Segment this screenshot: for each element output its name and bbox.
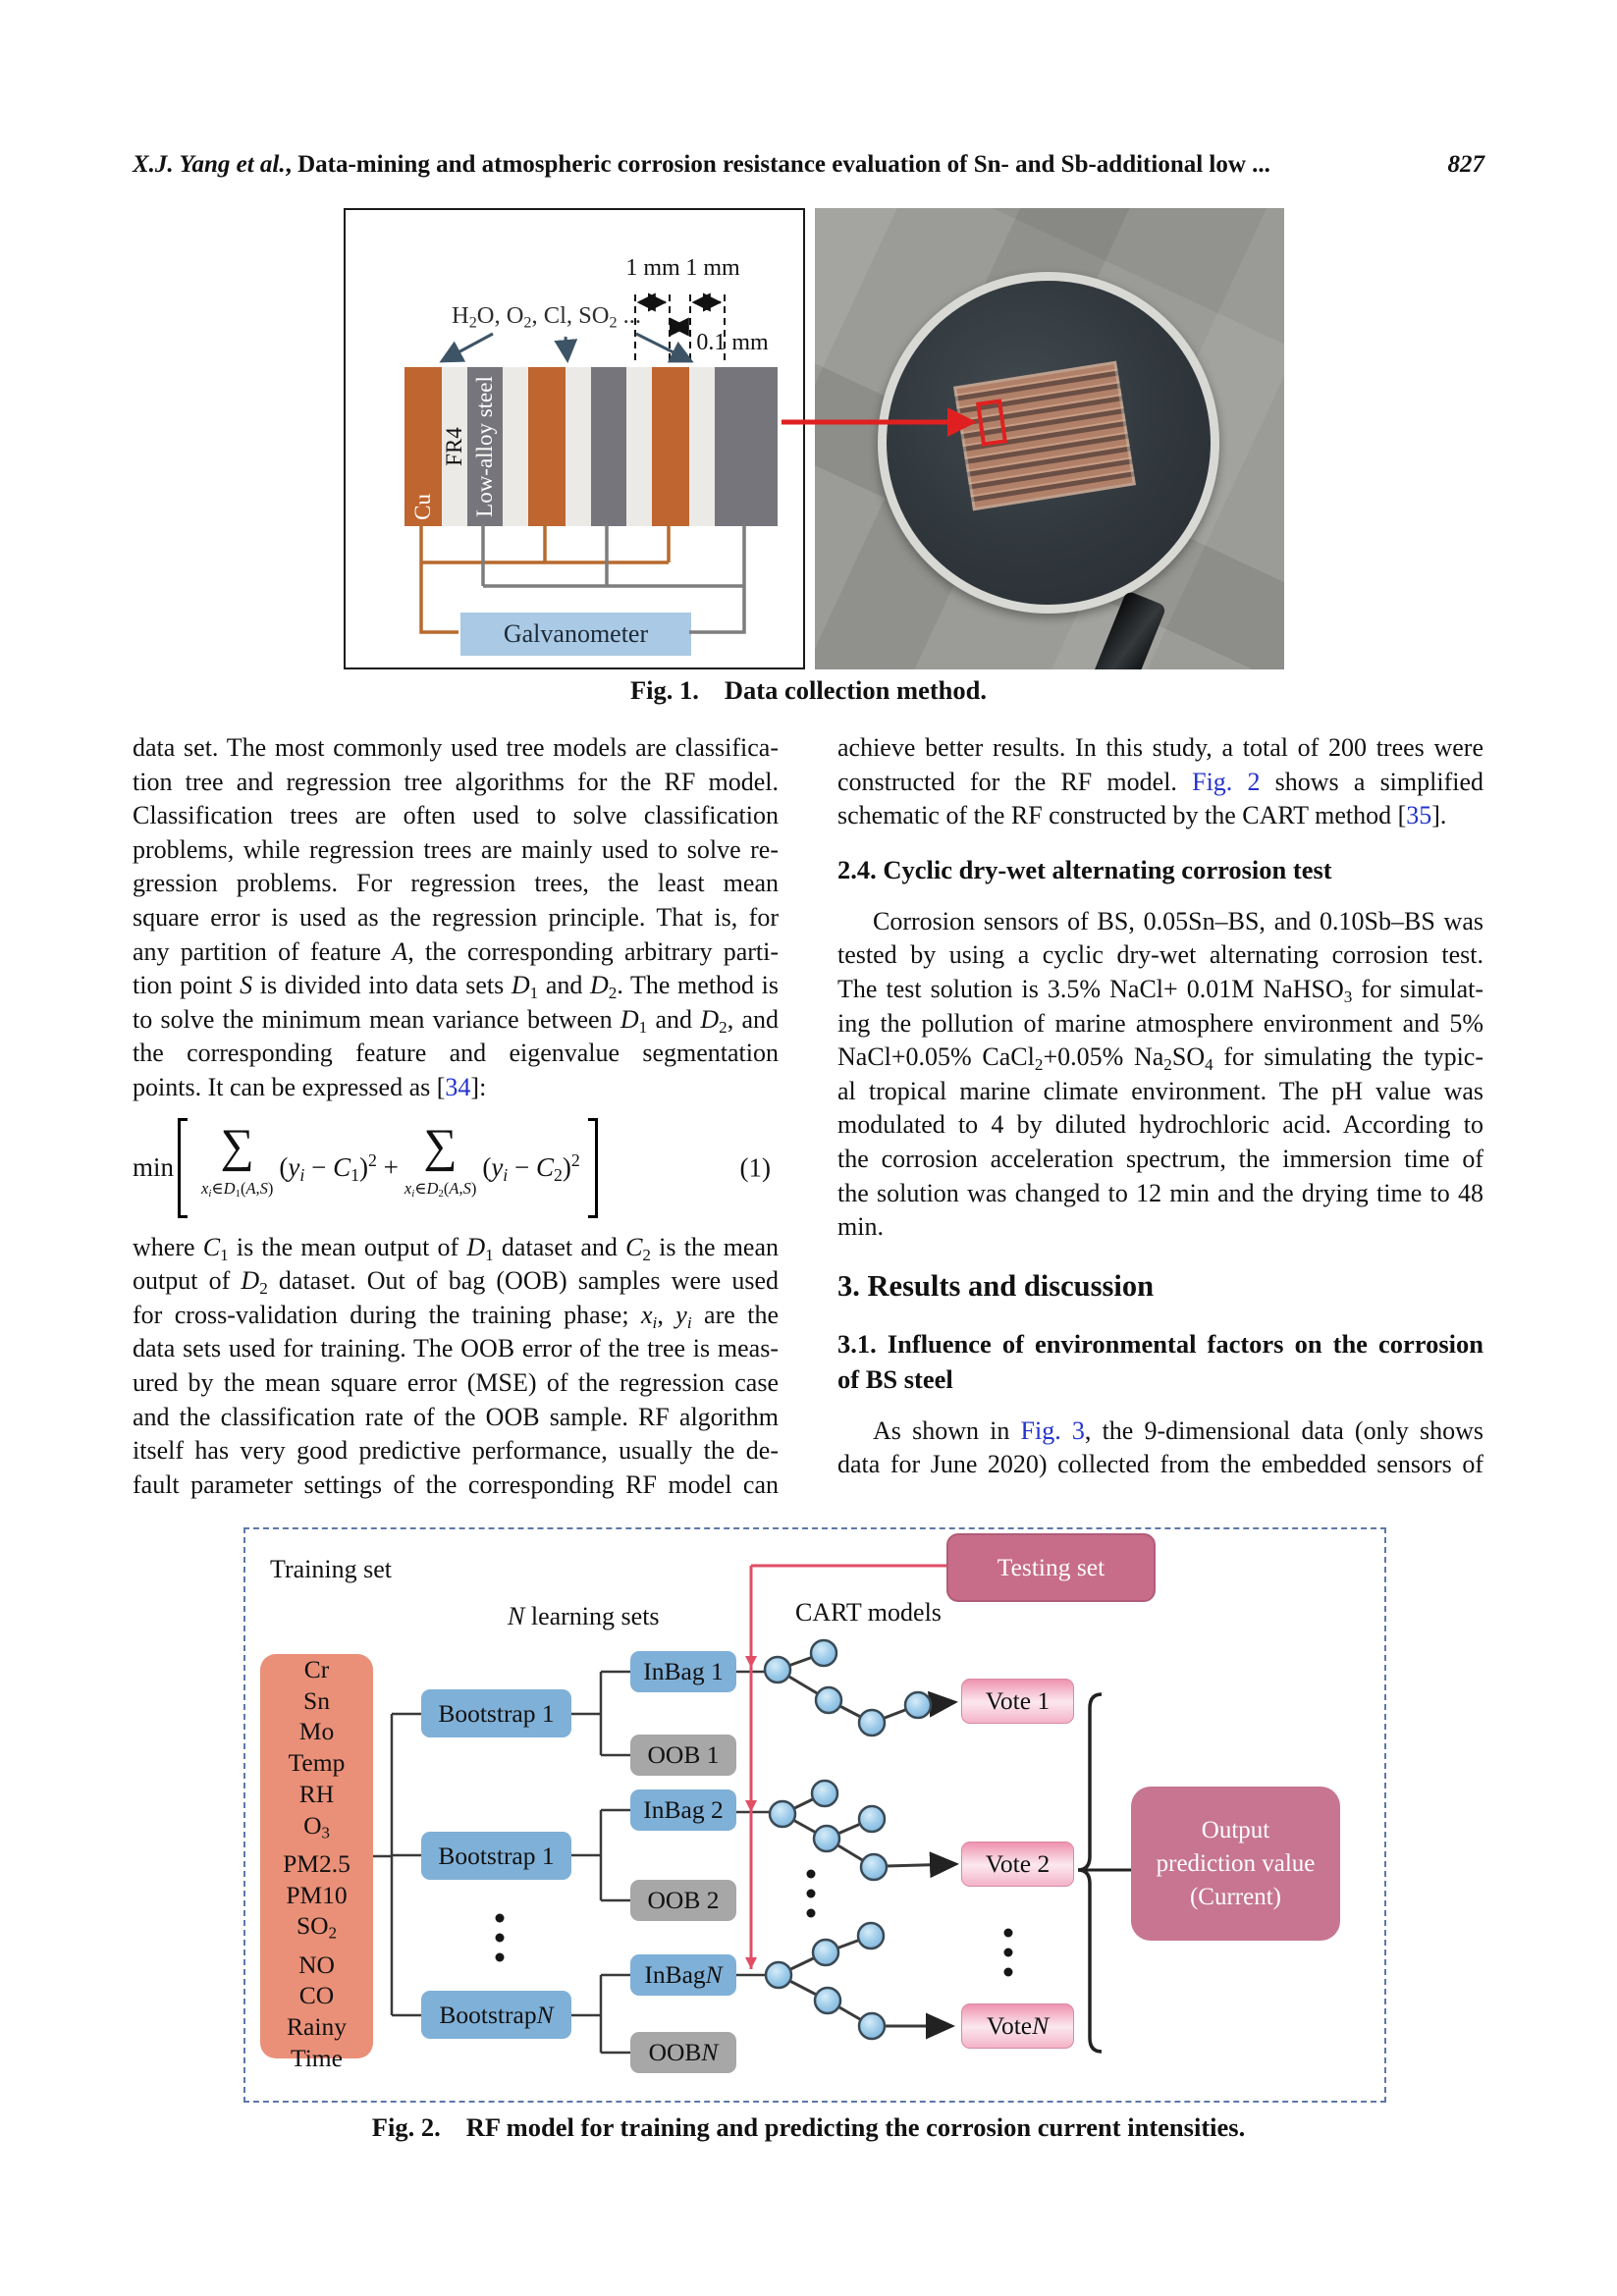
cart-tree-1	[778, 1653, 955, 1723]
text-line: gression problems. For regression trees, the least mean	[133, 869, 779, 898]
testing-set-box: Testing set	[946, 1533, 1156, 1602]
fr4-layer	[566, 367, 591, 526]
text-line: data for June 2020) collected from the embedded sensors of	[837, 1450, 1483, 1479]
vote-1-box: Vote 1	[961, 1679, 1074, 1724]
output-line: Output	[1201, 1816, 1270, 1843]
text-line: Corrosion sensors of BS, 0.05Sn–BS, and 0.10Sb–BS was	[873, 906, 1483, 935]
feature-item: NO	[298, 1949, 335, 1979]
equation-term-2: $(y_i - C_2)^2$	[482, 1149, 580, 1185]
running-title: X.J. Yang et al., Data-mining and atmospheric corrosion resistance evaluation of Sn- and Sb-additional low ...	[133, 151, 1270, 178]
feature-item: Temp	[288, 1748, 346, 1778]
feature-item: Sn	[303, 1685, 330, 1715]
sum-2-subscript: $x_i\in D_2(A,S)$	[404, 1178, 477, 1200]
text-line: Classification trees are often used to solve classification	[133, 801, 779, 830]
sensor-layer-stack	[404, 367, 778, 526]
sum-symbol: ∑	[220, 1119, 254, 1172]
cu-layer	[528, 367, 566, 526]
equation-number: (1)	[739, 1152, 771, 1183]
output-prediction-box	[1131, 1787, 1340, 1941]
fig1-caption-text: Data collection method.	[724, 675, 988, 705]
text-line: modulated to 4 by diluted hydrochloric acid. According to	[837, 1110, 1483, 1140]
feature-item: PM2.5	[283, 1848, 350, 1878]
vote-brace	[1078, 1694, 1131, 2052]
cart-tree-2	[782, 1793, 956, 1867]
figure-1	[344, 208, 1284, 669]
feature-item: $O_3$	[303, 1810, 330, 1842]
text-line: tion point S is divided into data sets $D_1$ and $D_2$. The method is	[133, 971, 779, 1002]
vote-2-box: Vote 2	[961, 1842, 1074, 1887]
dimension-label-01mm: 0.1 mm	[696, 330, 769, 355]
training-set-label: Training set	[270, 1555, 392, 1583]
text-line: the solution was changed to 12 min and the drying time to 48	[837, 1178, 1483, 1207]
text-line: and the classification rate of the OOB sample. RF algorithm	[133, 1402, 779, 1431]
text-line: output of $D_2$ dataset. Out of bag (OOB) samples were used	[133, 1266, 779, 1298]
text-line: schematic of the RF constructed by the CART method [35].	[837, 801, 1447, 830]
feature-list-box	[260, 1654, 373, 2072]
feature-item: Rainy	[287, 2012, 347, 2042]
output-line: (Current)	[1189, 1883, 1282, 1910]
fig2-caption	[0, 2112, 1617, 2143]
text-line: data sets used for training. The OOB error of the tree is meas-	[133, 1334, 779, 1363]
cart-tree-n	[779, 1936, 952, 2026]
steel-layer	[467, 367, 503, 526]
bootstrap-1-box: Bootstrap 1	[421, 1689, 571, 1737]
text-line: points. It can be expressed as [34]:	[133, 1072, 487, 1101]
fr4-layer	[442, 367, 467, 526]
text-line: achieve better results. In this study, a total of 200 trees were	[837, 733, 1483, 762]
fig2-caption-text: RF model for training and predicting the corrosion current intensities.	[465, 2112, 1246, 2142]
cu-layer	[404, 367, 442, 526]
vote-n-box: Vote N	[961, 2003, 1074, 2049]
fr4-layer	[503, 367, 528, 526]
text-line: the corrosion acceleration spectrum, the immersion time of	[837, 1144, 1483, 1173]
fr4-layer	[626, 367, 652, 526]
cart-tree-1-nodes	[765, 1640, 931, 1735]
equation-min: min	[133, 1152, 175, 1183]
sum-1-subscript: $x_i\in D_1(A,S)$	[201, 1178, 274, 1200]
dimension-label-1mm-right: 1 mm	[685, 255, 740, 281]
steel-layer-label: Low-alloy steel	[472, 376, 497, 517]
fig1-schematic-panel	[344, 208, 805, 669]
oob-2-box: OOB 2	[630, 1880, 736, 1921]
dimension-label-1mm-left: 1 mm	[625, 255, 680, 281]
equation-term-1: $(y_i - C_1)^2$ +	[279, 1149, 399, 1185]
equation-1	[133, 1120, 779, 1216]
inbag-n-box: InBag N	[630, 1954, 736, 1996]
gas-species-label: $H_2O$, $O_2$, Cl, $SO_2$ ...	[452, 302, 642, 332]
fig1-caption-label: Fig. 1.	[629, 675, 699, 705]
citation-link[interactable]: 35	[1406, 801, 1432, 830]
feature-item: Mo	[298, 1717, 335, 1746]
cu-layer-label: Cu	[410, 494, 435, 520]
page-number: 827	[1447, 151, 1484, 178]
citation-link[interactable]: Fig. 2	[1192, 767, 1261, 796]
section-heading-3-1: of BS steel	[837, 1363, 953, 1394]
feature-item: Time	[291, 2043, 343, 2072]
fr4-layer	[689, 367, 715, 526]
feature-item: $SO_2$	[296, 1911, 338, 1944]
output-line: prediction value	[1156, 1849, 1316, 1877]
text-line: As shown in Fig. 3, the 9-dimensional data (only shows	[873, 1415, 1483, 1445]
text-line: where $C_1$ is the mean output of $D_1$ dataset and $C_2$ is the mean	[133, 1232, 779, 1264]
citation-link[interactable]: 34	[445, 1072, 471, 1101]
text-line: fault parameter settings of the corresponding RF model can	[133, 1469, 779, 1499]
text-line: ing the pollution of marine atmosphere environment and 5%	[837, 1008, 1483, 1038]
fr4-layer-label: FR4	[442, 427, 466, 466]
text-line: NaCl+0.05% CaCl$_2$+0.05% $Na_2SO_4$ for simulating the typic-	[837, 1042, 1483, 1074]
figure-2-rf-model-diagram	[243, 1527, 1386, 2103]
section-heading-3: 3. Results and discussion	[837, 1268, 1155, 1303]
text-line: The test solution is 3.5% NaCl+ 0.01M NaHSO$_3$ for simulat-	[837, 974, 1483, 1006]
fig1-caption	[0, 675, 1617, 706]
bootstrap-2-box: Bootstrap 1	[421, 1832, 571, 1880]
section-heading-3-1: 3.1. Influence of environmental factors on the corrosion	[837, 1328, 1483, 1359]
steel-layer	[715, 367, 778, 526]
feature-item: CO	[298, 1981, 335, 2010]
right-column	[837, 731, 1483, 1482]
sum-symbol: ∑	[423, 1119, 458, 1172]
text-line: ured by the mean square error (MSE) of the regression case	[133, 1367, 779, 1397]
text-line: to solve the minimum mean variance between $D_1$ and $D_2$, and	[133, 1004, 779, 1037]
text-line: min.	[837, 1212, 884, 1242]
cart-tree-2-nodes	[770, 1781, 887, 1880]
text-line: itself has very good predictive performance, usually the de-	[133, 1436, 779, 1466]
feature-item: RH	[298, 1779, 335, 1808]
text-line: al tropical marine climate environment. The pH value was	[837, 1076, 1483, 1105]
inbag-1-box: InBag 1	[630, 1651, 736, 1692]
text-line: tion tree and regression tree algorithms for the RF model.	[133, 767, 779, 796]
galvanometer-box: Galvanometer	[460, 613, 691, 656]
oob-1-box: OOB 1	[630, 1735, 736, 1776]
cu-layer	[652, 367, 689, 526]
equation-left-bracket	[178, 1118, 188, 1218]
ellipsis-dots	[496, 1870, 1013, 1977]
text-line: for cross-validation during the training phase; $x_i$, $y_i$ are the	[133, 1300, 779, 1332]
fig2-caption-label: Fig. 2.	[371, 2112, 441, 2142]
citation-link[interactable]: Fig. 3	[1020, 1415, 1085, 1445]
text-line: problems, while regression trees are mainly used to solve re-	[133, 834, 779, 864]
feature-item: PM10	[286, 1880, 348, 1909]
inbag-2-box: InBag 2	[630, 1789, 736, 1831]
learning-sets-label: N learning sets	[508, 1602, 660, 1630]
text-line: data set. The most commonly used tree models are classifica-	[133, 733, 779, 762]
text-line: square error is used as the regression principle. That is, for	[133, 902, 779, 932]
bootstrap-n-box: Bootstrap N	[421, 1991, 571, 2039]
cart-tree-n-nodes	[766, 1923, 885, 2039]
oob-n-box: OOB N	[630, 2032, 736, 2073]
equation-sum-1	[201, 1119, 274, 1211]
equation-right-bracket	[588, 1118, 598, 1218]
equation-sum-2	[404, 1119, 477, 1211]
left-column	[133, 731, 779, 1502]
text-line: constructed for the RF model. Fig. 2 shows a simplified	[837, 767, 1483, 796]
text-line: the corresponding feature and eigenvalue segmentation	[133, 1039, 779, 1068]
section-heading-2-4: 2.4. Cyclic dry-wet alternating corrosion test	[837, 854, 1332, 884]
text-line: any partition of feature A, the corresponding arbitrary parti-	[133, 936, 779, 966]
page-header	[133, 151, 1484, 179]
fig1-photo-panel	[815, 208, 1284, 669]
text-line: tested by using a cyclic dry-wet alternating corrosion test.	[837, 940, 1483, 970]
cart-models-label: CART models	[795, 1598, 942, 1627]
steel-layer	[591, 367, 626, 526]
feature-item: Cr	[303, 1655, 330, 1683]
